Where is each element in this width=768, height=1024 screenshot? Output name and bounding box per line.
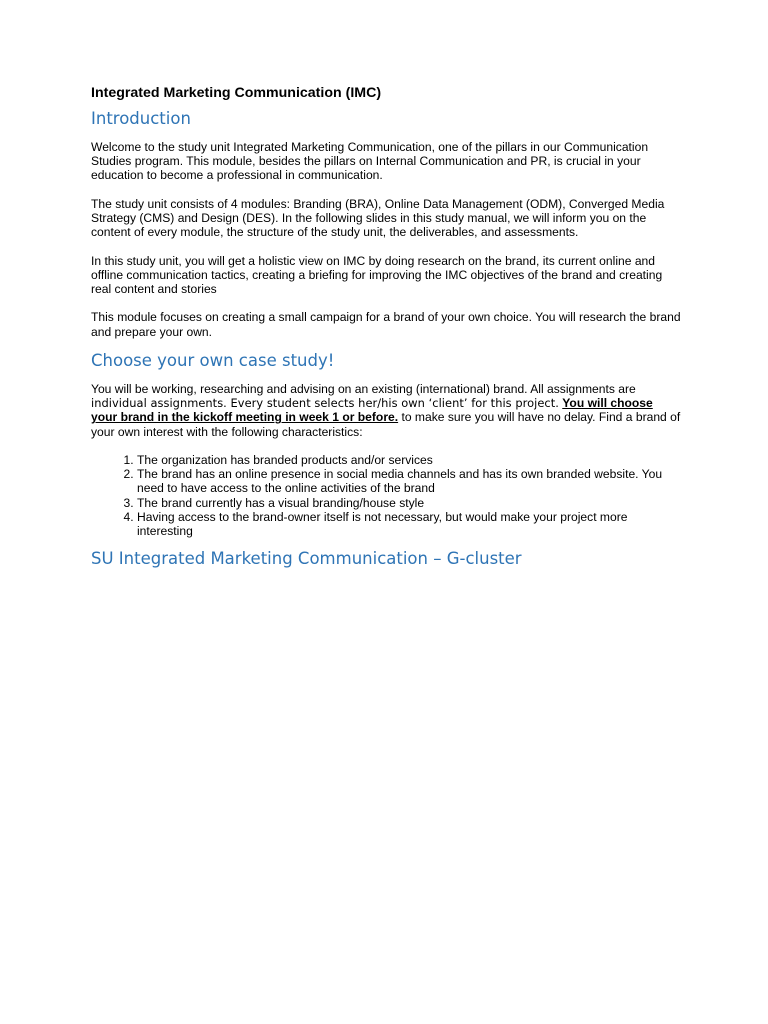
list-item: 4. Having access to the brand-owner itself is not necessary, but would make your project more interesting [137, 510, 681, 538]
case-study-emphasis: You will choose your brand in the kickoff meeting in week 1 or before. [91, 396, 653, 425]
list-item: 2. The brand has an online presence in social media channels and has its own branded website. You need to have access to the online activities of the brand [137, 467, 681, 495]
cluster-heading: SU Integrated Marketing Communication – G-cluster [91, 549, 522, 569]
intro-paragraph-2: The study unit consists of 4 modules: Branding (BRA), Online Data Management (ODM), Converged Media Strategy (CMS) and Design (DES). In the following slides in this study manual, we will inform you on the content of every module, the structure of the study unit, the deliverables, and assessments. [91, 196, 665, 240]
list-item: 1. The organization has branded products and/or services [137, 453, 681, 467]
introduction-heading: Introduction [91, 109, 191, 128]
document-title: Integrated Marketing Communication (IMC) [91, 85, 382, 101]
intro-paragraph-3: In this study unit, you will get a holistic view on IMC by doing research on the brand, its current online and offline communication tactics, creating a briefing for improving the IMC objectives of the brand and creating real content and stories [91, 253, 663, 296]
case-study-text-part-4: to make sure you will have no delay. Find a brand of your own interest with the following characteristics: [91, 410, 681, 439]
case-study-text-part-1: You will be working, researching and advising on an existing (international) brand. All assignments are [91, 381, 636, 396]
intro-paragraph-4: This module focuses on creating a small campaign for a brand of your own choice. You will research the brand and prepare your own. [91, 310, 681, 339]
characteristics-list [91, 453, 681, 538]
case-study-paragraph [91, 382, 681, 439]
document-page [91, 84, 681, 570]
list-item: 3. The brand currently has a visual branding/house style [137, 496, 681, 510]
case-study-heading: Choose your own case study! [91, 350, 335, 370]
case-study-text-part-2: individual assignments. Every student selects her/his own ‘client’ for this project. [91, 396, 559, 411]
intro-paragraph-1: Welcome to the study unit Integrated Marketing Communication, one of the pillars in our Communication Studies program. This module, besides the pillars on Internal Communication and PR, is crucial in your education to become a professional in communication. [91, 140, 649, 183]
